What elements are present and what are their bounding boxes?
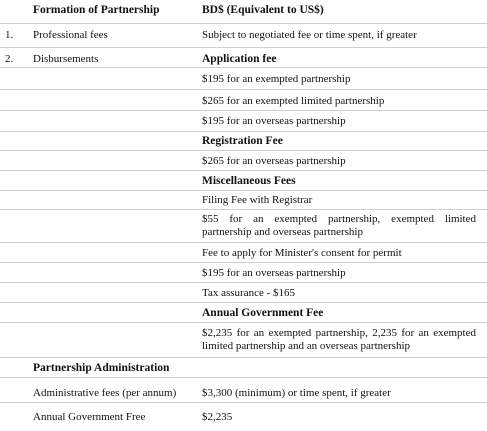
annual-government-free-value: $2,235	[202, 411, 233, 423]
minister-consent-fee-label: Fee to apply for Minister's consent for permit	[202, 247, 402, 259]
application-fee-heading: Application fee	[202, 53, 277, 65]
disbursements-label: Disbursements	[33, 53, 99, 65]
annual-government-fee-heading: Annual Government Fee	[202, 307, 324, 319]
annual-government-fee-value: $2,235 for an exempted partnership, 2,235 for an exempted limited partnership and an overseas partnership	[202, 327, 476, 352]
application-fee-exempted: $195 for an exempted partnership	[202, 73, 351, 85]
divider	[0, 357, 487, 358]
header-divider	[0, 23, 487, 24]
divider	[0, 302, 487, 303]
filing-fee-label: Filing Fee with Registrar	[202, 194, 313, 206]
row-number-2: 2.	[5, 53, 14, 65]
professional-fees-label: Professional fees	[33, 29, 108, 41]
divider	[0, 402, 487, 403]
divider	[0, 282, 487, 283]
application-fee-overseas: $195 for an overseas partnership	[202, 115, 346, 127]
divider	[0, 110, 487, 111]
divider	[0, 67, 487, 68]
professional-fees-value: Subject to negotiated fee or time spent, if greater	[202, 29, 417, 41]
application-fee-exempted-limited: $265 for an exempted limited partnership	[202, 95, 385, 107]
filing-fee-value: $55 for an exempted partnership, exempted limited partnership and overseas partnership	[202, 213, 476, 238]
row-number-1: 1.	[5, 29, 14, 41]
row-1-divider	[0, 47, 487, 48]
administrative-fees-label: Administrative fees (per annum)	[33, 387, 177, 399]
registration-fee-overseas: $265 for an overseas partnership	[202, 155, 346, 167]
annual-government-free-label: Annual Government Free	[33, 411, 146, 423]
divider	[0, 150, 487, 151]
miscellaneous-fees-heading: Miscellaneous Fees	[202, 175, 296, 187]
registration-fee-heading: Registration Fee	[202, 135, 283, 147]
divider	[0, 322, 487, 323]
divider	[0, 242, 487, 243]
divider	[0, 377, 487, 378]
tax-assurance-fee: Tax assurance - $165	[202, 287, 296, 299]
divider	[0, 262, 487, 263]
divider	[0, 190, 487, 191]
administrative-fees-value: $3,300 (minimum) or time spent, if greater	[202, 387, 391, 399]
divider	[0, 89, 487, 90]
partnership-administration-heading: Partnership Administration	[33, 362, 170, 374]
header-currency: BD$ (Equivalent to US$)	[202, 4, 324, 16]
divider	[0, 209, 487, 210]
minister-consent-fee-value: $195 for an overseas partnership	[202, 267, 346, 279]
divider	[0, 170, 487, 171]
divider	[0, 131, 487, 132]
header-formation-of-partnership: Formation of Partnership	[33, 4, 160, 16]
